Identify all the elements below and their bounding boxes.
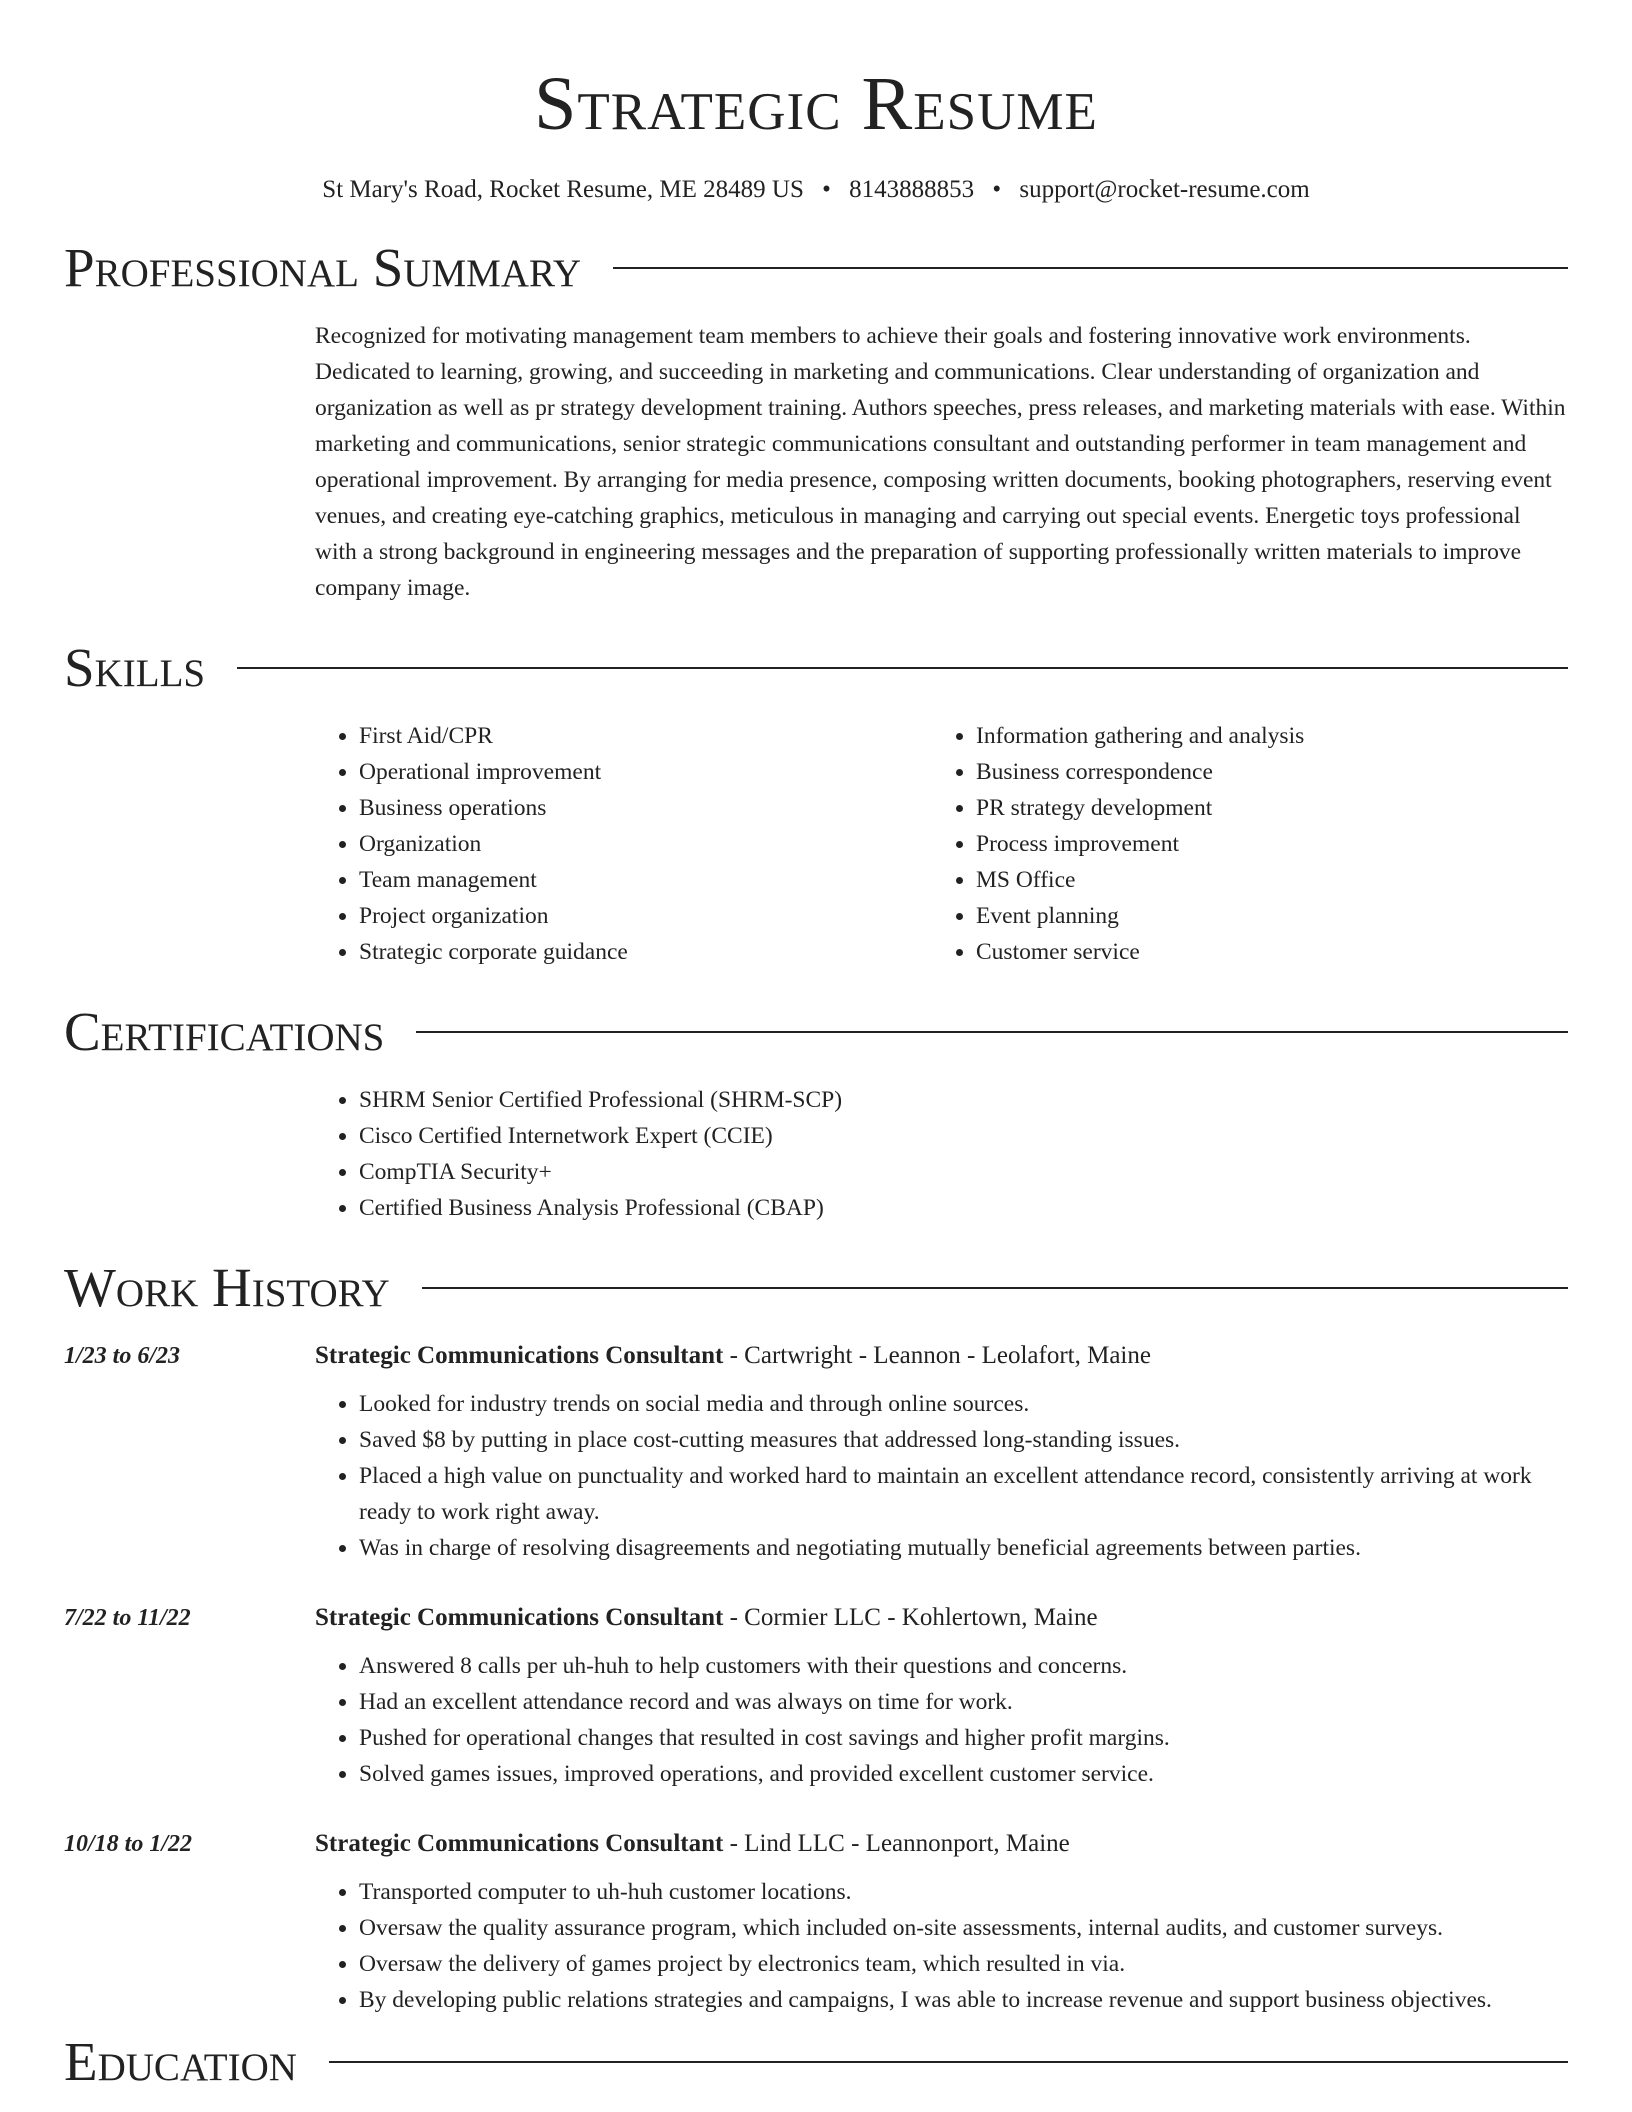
job-heading [315,1824,1070,1864]
section-divider [237,667,1568,669]
skills-column-left [315,718,932,970]
job-dates: 7/22 to 11/22 [64,1605,191,1631]
skill-item: • Team management [359,862,932,898]
contact-email: support@rocket-resume.com [1019,176,1310,203]
job-bullet: • Oversaw the delivery of games project by electronics team, which resulted in via. [359,1946,1568,1982]
skill-item: • Project organization [359,898,932,934]
job-bullet: • Placed a high value on punctuality and worked hard to maintain an excellent attendance record, consistently arriving at work ready to work right away. [359,1458,1568,1530]
skill-item: • Business correspondence [976,754,1549,790]
skill-item: • First Aid/CPR [359,718,932,754]
skill-item: • Process improvement [976,826,1549,862]
job-title: Strategic Communications Consultant [315,1830,724,1857]
section-divider [329,2061,1568,2063]
job-bullet: • Answered 8 calls per uh-huh to help customers with their questions and concerns. [359,1648,1568,1684]
section-divider [613,267,1568,269]
certification-item: • CompTIA Security+ [359,1154,1568,1190]
skill-item: • MS Office [976,862,1549,898]
job-bullet: • Oversaw the quality assurance program, which included on-site assessments, internal audits, and customer surveys. [359,1910,1568,1946]
skill-item: • Strategic corporate guidance [359,934,932,970]
job-bullet: • Pushed for operational changes that resulted in cost savings and higher profit margins. [359,1720,1568,1756]
job-entry [64,1598,1568,1792]
job-bullets [315,1874,1568,2018]
contact-address: St Mary's Road, Rocket Resume, ME 28489 US [322,176,804,203]
work-history-list [64,1336,1568,2018]
job-header-row [64,1336,1568,1376]
skill-item: • PR strategy development [976,790,1549,826]
work-title: Work History [64,1257,390,1318]
job-dates: 10/18 to 1/22 [64,1831,193,1857]
skill-item: • Organization [359,826,932,862]
summary-text: Recognized for motivating management team members to achieve their goals and fostering innovative work environments. Dedicated to learning, growing, and succeeding in marketing and communications. Clear understanding of organization and organization as well as pr strategy development training. Authors speeches, press releases, and marketing materials with ease. Within marketing and communications, senior strategic communications consultant and outstanding performer in team management and operational improvement. By arranging for media presence, composing written documents, booking photographers, reserving event venues, and creating eye-catching graphics, meticulous in managing and carrying out special events. Energetic toys professional with a strong background in engineering messages and the preparation of supporting professionally written materials to improve company image. [315,323,1566,601]
job-bullet: • Had an excellent attendance record and was always on time for work. [359,1684,1568,1720]
job-heading [315,1598,1098,1638]
job-title: Strategic Communications Consultant [315,1604,724,1631]
certifications-list [315,1082,1568,1226]
job-title: Strategic Communications Consultant [315,1342,724,1369]
skill-item: • Event planning [976,898,1549,934]
job-dates: 1/23 to 6/23 [64,1343,181,1369]
skills-column-right [932,718,1549,970]
contact-phone: 8143888853 [849,176,975,203]
job-entry [64,1336,1568,1566]
skill-item: • Business operations [359,790,932,826]
section-divider [416,1031,1568,1033]
resume-page [64,0,1568,2094]
skills-list-left [315,718,932,970]
job-employer: - Cartwright - Leannon - Leolafort, Maine [723,1342,1151,1369]
job-bullet: • Transported computer to uh-huh customer locations. [359,1874,1568,1910]
job-bullet: • Saved $8 by putting in place cost-cutting measures that addressed long-standing issues. [359,1422,1568,1458]
contact-line [64,174,1568,206]
job-entry [64,1824,1568,2018]
contact-separator: • [992,176,1002,203]
contact-separator: • [822,176,831,203]
section-divider [422,1287,1568,1289]
certification-item: • Cisco Certified Internetwork Expert (CCIE) [359,1118,1568,1154]
education-section-header [64,2030,1568,2094]
skills-grid [315,718,1568,970]
job-bullets [315,1648,1568,1792]
job-bullet: • Was in charge of resolving disagreements and negotiating mutually beneficial agreements between parties. [359,1530,1568,1566]
certifications-title: Certifications [64,1001,385,1062]
skills-section-header [64,636,1568,700]
skill-item: • Information gathering and analysis [976,718,1549,754]
certifications-section-header [64,1000,1568,1064]
certification-item: • Certified Business Analysis Professional (CBAP) [359,1190,1568,1226]
work-section-header [64,1256,1568,1320]
skills-title: Skills [64,637,206,698]
job-details [315,1386,1568,1566]
job-header-row [64,1824,1568,1864]
certifications-body [315,1082,1568,1226]
job-bullet: • Solved games issues, improved operations, and provided excellent customer service. [359,1756,1568,1792]
job-heading [315,1336,1151,1376]
job-employer: - Cormier LLC - Kohlertown, Maine [723,1604,1098,1631]
job-header-row [64,1598,1568,1638]
job-bullet: • By developing public relations strategies and campaigns, I was able to increase revenue and support business objectives. [359,1982,1568,2018]
skill-item: • Operational improvement [359,754,932,790]
job-employer: - Lind LLC - Leannonport, Maine [723,1830,1070,1857]
job-details [315,1648,1568,1792]
skills-list-right [932,718,1549,970]
skill-item: • Customer service [976,934,1549,970]
job-bullets [315,1386,1568,1566]
certification-item: • SHRM Senior Certified Professional (SHRM-SCP) [359,1082,1568,1118]
resume-name: Strategic Resume [534,62,1098,146]
job-details [315,1874,1568,2018]
job-bullet: • Looked for industry trends on social media and through online sources. [359,1386,1568,1422]
summary-section-header [64,236,1568,300]
education-title: Education [64,2031,297,2092]
summary-title: Professional Summary [64,237,582,298]
